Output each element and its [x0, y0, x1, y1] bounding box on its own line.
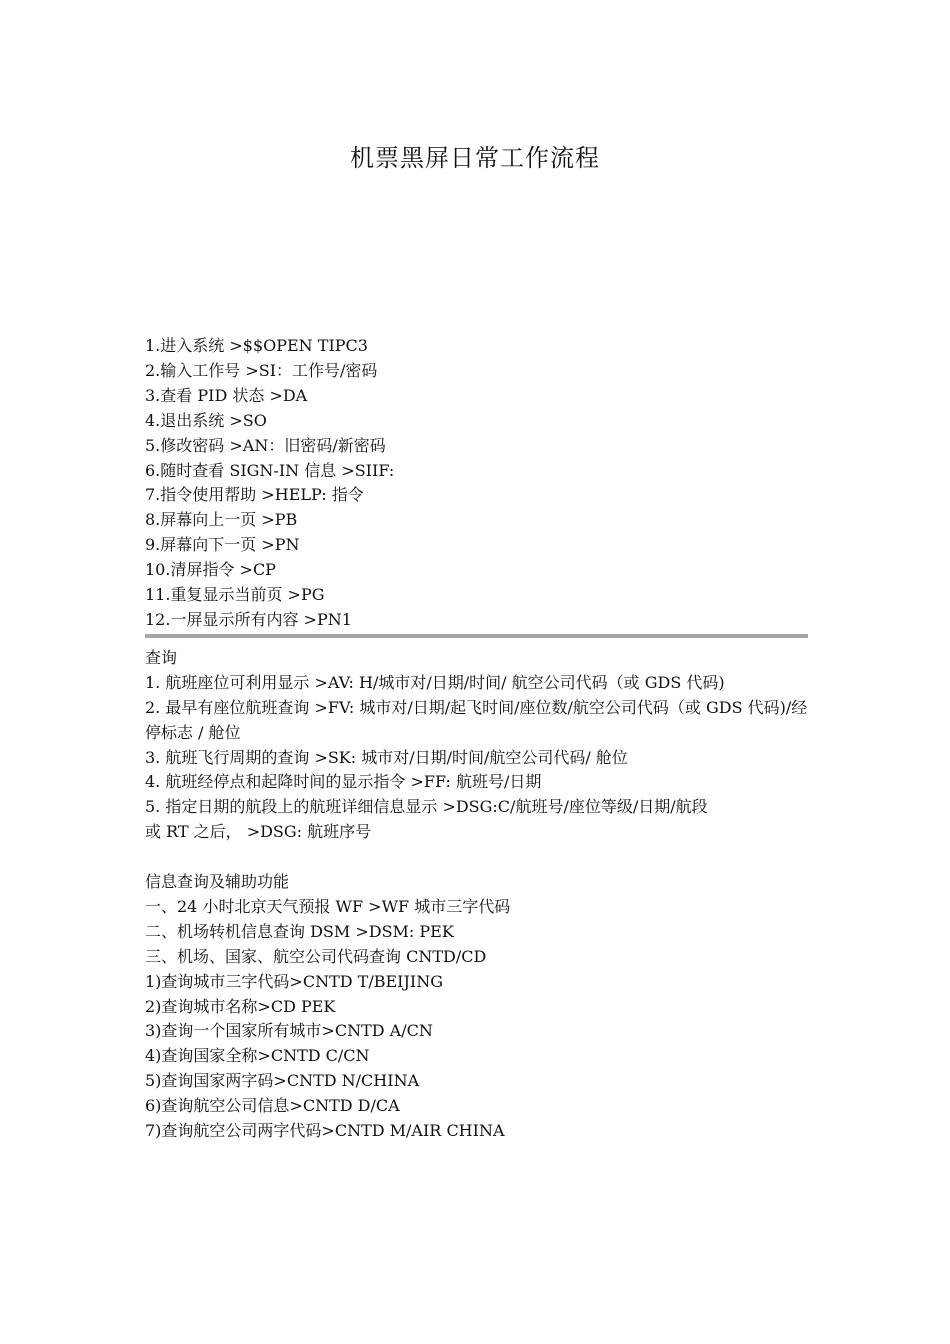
list-item: 3. 航班飞行周期的查询 >SK: 城市对/日期/时间/航空公司代码/ 舱位	[145, 747, 628, 767]
section-heading: 信息查询及辅助功能	[145, 872, 290, 892]
list-item: 4)查询国家全称>CNTD C/CN	[145, 1046, 370, 1066]
info-section	[145, 870, 810, 1144]
list-item: 7)查询航空公司两字代码>CNTD M/AIR CHINA	[145, 1121, 505, 1141]
list-item: 8.屏幕向上一页 >PB	[145, 510, 298, 530]
list-item: 10.清屏指令 >CP	[145, 560, 276, 580]
query-section	[145, 646, 810, 845]
list-item: 5. 指定日期的航段上的航班详细信息显示 >DSG:C/航班号/座位等级/日期/航段	[145, 797, 708, 817]
spacer	[145, 845, 810, 870]
list-item: 或 RT 之后， >DSG: 航班序号	[145, 822, 372, 842]
list-item: 3)查询一个国家所有城市>CNTD A/CN	[145, 1021, 433, 1041]
list-item: 4. 航班经停点和起降时间的显示指令 >FF: 航班号/日期	[145, 772, 542, 792]
page-title: 机票黑屏日常工作流程	[350, 144, 600, 172]
list-item: 三、机场、国家、航空公司代码查询 CNTD/CD	[145, 946, 487, 966]
list-item: 1. 航班座位可利用显示 >AV: H/城市对/日期/时间/ 航空公司代码（或 GDS 代码)	[145, 672, 725, 692]
list-item: 6)查询航空公司信息>CNTD D/CA	[145, 1096, 400, 1116]
basic-commands-list	[145, 334, 810, 633]
list-item: 7.指令使用帮助 >HELP: 指令	[145, 485, 364, 505]
list-item: 2)查询城市名称>CD PEK	[145, 996, 336, 1016]
list-item: 5.修改密码 >AN：旧密码/新密码	[145, 435, 386, 455]
list-item: 11.重复显示当前页 >PG	[145, 585, 325, 605]
list-item: 2. 最早有座位航班查询 >FV: 城市对/日期/起飞时间/座位数/航空公司代码（或 GDS 代码)/经停标志 / 舱位	[145, 697, 808, 742]
section-divider	[145, 634, 808, 638]
list-item: 9.屏幕向下一页 >PN	[145, 535, 300, 555]
document-body	[145, 334, 810, 1144]
section-heading: 查询	[145, 647, 178, 667]
list-item: 1.进入系统 >$$OPEN TIPC3	[145, 336, 368, 355]
list-item: 3.查看 PID 状态 >DA	[145, 385, 308, 405]
list-item: 2.输入工作号 >SI：工作号/密码	[145, 360, 378, 380]
list-item: 5)查询国家两字码>CNTD N/CHINA	[145, 1071, 420, 1091]
list-item: 一、24 小时北京天气预报 WF >WF 城市三字代码	[145, 896, 511, 916]
list-item: 6.随时查看 SIGN-IN 信息 >SIIF:	[145, 460, 395, 480]
list-item: 二、机场转机信息查询 DSM >DSM: PEK	[145, 921, 454, 941]
list-item: 12.一屏显示所有内容 >PN1	[145, 609, 352, 629]
list-item: 1)查询城市三字代码>CNTD T/BEIJING	[145, 971, 443, 991]
list-item: 4.退出系统 >SO	[145, 410, 267, 430]
